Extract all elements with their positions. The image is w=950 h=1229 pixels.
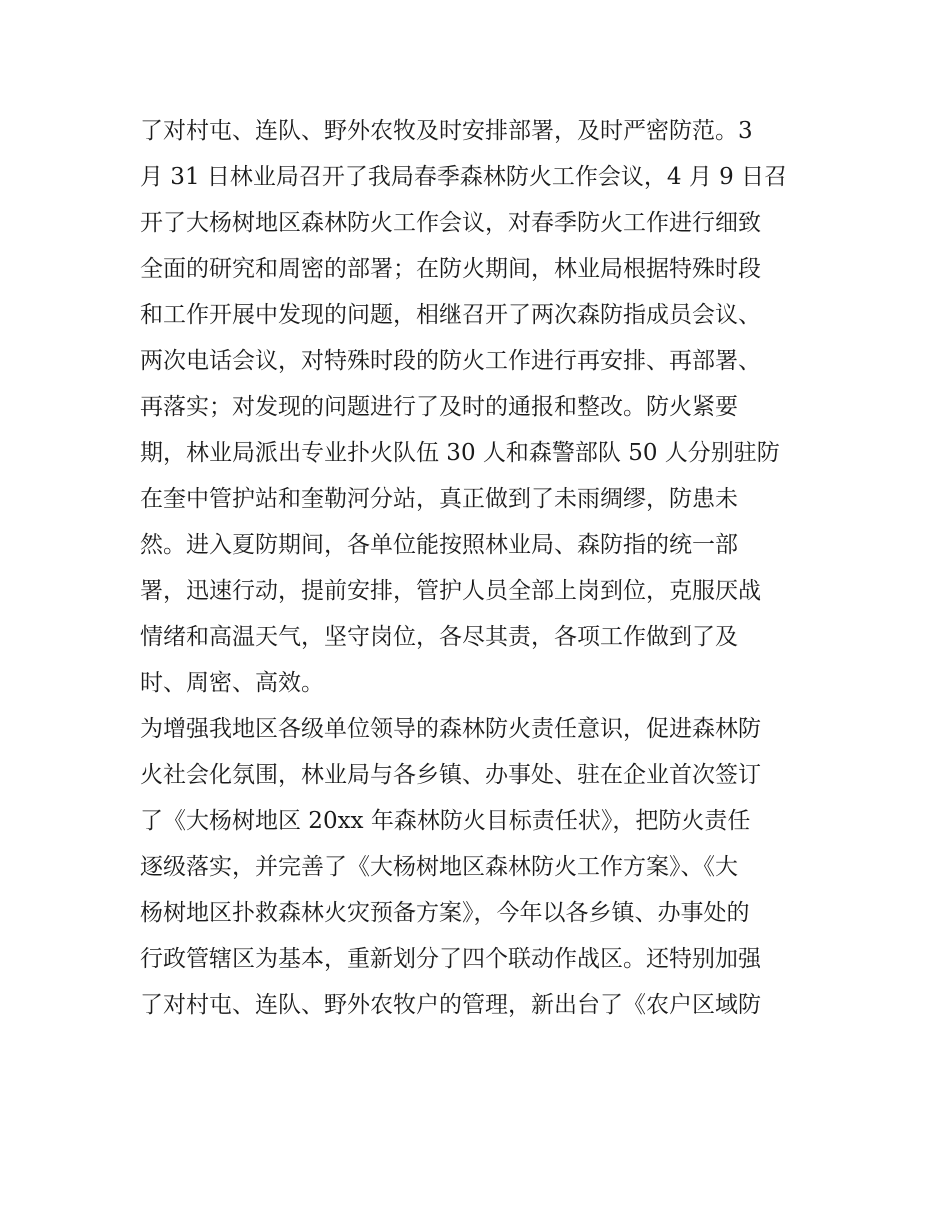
text-line: 情绪和高温天气，坚守岗位，各尽其责，各项工作做到了及 [140, 624, 738, 650]
text-line: 火社会化氛围，林业局与各乡镇、办事处、驻在企业首次签订 [140, 762, 761, 788]
text-line: 期，林业局派出专业扑火队伍 30 人和森警部队 50 人分别驻防 [140, 440, 780, 466]
text-line: 两次电话会议，对特殊时段的防火工作进行再安排、再部署、 [140, 348, 761, 374]
text-line: 为增强我地区各级单位领导的森林防火责任意识，促进森林防 [140, 716, 761, 742]
text-line: 行政管辖区为基本，重新划分了四个联动作战区。还特别加强 [140, 946, 761, 972]
text-line: 在奎中管护站和奎勒河分站，真正做到了未雨绸缪，防患未 [140, 486, 738, 512]
document-body [140, 108, 820, 1028]
text-line: 署，迅速行动，提前安排，管护人员全部上岗到位，克服厌战 [140, 578, 761, 604]
text-line: 全面的研究和周密的部署；在防火期间，林业局根据特殊时段 [140, 256, 761, 282]
text-line: 了《大杨树地区 20xx 年森林防火目标责任状》，把防火责任 [140, 808, 751, 834]
text-line: 再落实；对发现的问题进行了及时的通报和整改。防火紧要 [140, 394, 738, 420]
text-line: 了对村屯、连队、野外农牧户的管理，新出台了《农户区域防 [140, 992, 761, 1018]
text-line: 和工作开展中发现的问题，相继召开了两次森防指成员会议、 [140, 302, 761, 328]
text-line: 月 31 日林业局召开了我局春季森林防火工作会议，4 月 9 日召 [140, 164, 788, 190]
text-line: 逐级落实，并完善了《大杨树地区森林防火工作方案》、《大 [140, 854, 738, 880]
text-line: 开了大杨树地区森林防火工作会议，对春季防火工作进行细致 [140, 210, 761, 236]
text-line: 了对村屯、连队、野外农牧及时安排部署，及时严密防范。3 [140, 118, 753, 144]
text-line: 杨树地区扑救森林火灾预备方案》，今年以各乡镇、办事处的 [140, 900, 750, 926]
text-line: 时、周密、高效。 [140, 670, 324, 696]
text-line: 然。进入夏防期间，各单位能按照林业局、森防指的统一部 [140, 532, 738, 558]
